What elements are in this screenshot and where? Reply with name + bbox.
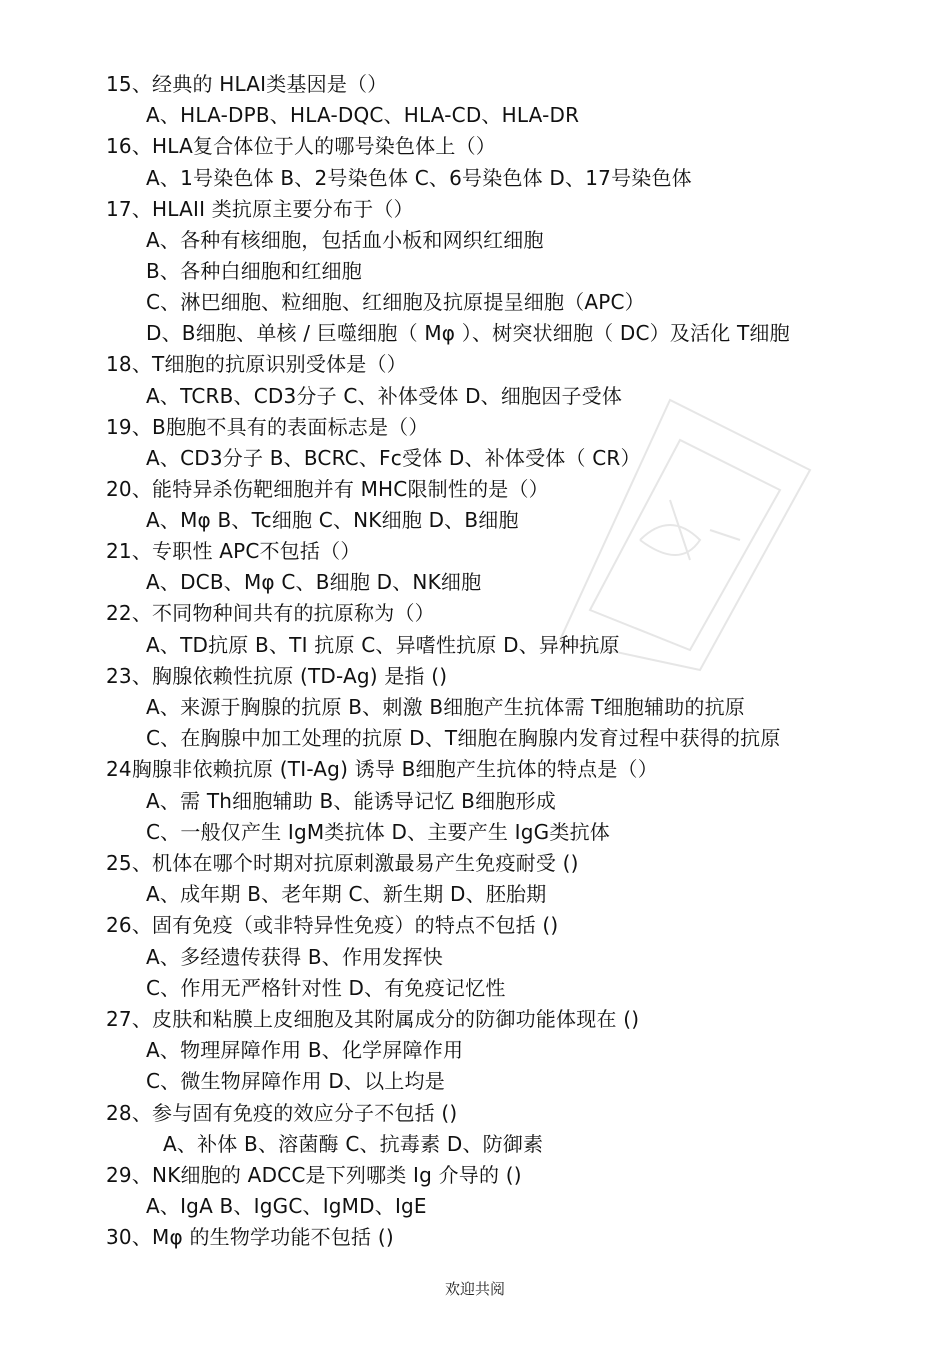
question-30: 30、Mφ 的生物学功能不包括 () xyxy=(106,1225,394,1249)
question-23-options-ab: A、来源于胸腺的抗原 B、刺激 B细胞产生抗体需 T细胞辅助的抗原 xyxy=(146,695,746,719)
question-17: 17、HLAII 类抗原主要分布于（） xyxy=(106,197,414,221)
question-23-options-cd: C、在胸腺中加工处理的抗原 D、T细胞在胸腺内发育过程中获得的抗原 xyxy=(146,726,781,750)
question-24: 24胸腺非依赖抗原 (TI-Ag) 诱导 B细胞产生抗体的特点是（） xyxy=(106,757,658,781)
question-16: 16、HLA复合体位于人的哪号染色体上（） xyxy=(106,134,496,158)
question-22: 22、不同物种间共有的抗原称为（） xyxy=(106,601,435,625)
question-26-options-ab: A、多经遗传获得 B、作用发挥快 xyxy=(146,945,443,969)
question-17-option-b: B、各种白细胞和红细胞 xyxy=(146,259,362,283)
question-18-options: A、TCRB、CD3分子 C、补体受体 D、细胞因子受体 xyxy=(146,384,623,408)
question-26: 26、固有免疫（或非特异性免疫）的特点不包括 () xyxy=(106,913,559,937)
question-17-option-d: D、B细胞、单核 / 巨噬细胞（ Mφ ）、树突状细胞（ DC）及活化 T细胞 xyxy=(146,321,790,345)
question-25-options: A、成年期 B、老年期 C、新生期 D、胚胎期 xyxy=(146,882,547,906)
question-18: 18、T细胞的抗原识别受体是（） xyxy=(106,352,407,376)
page-footer: 欢迎共阅 xyxy=(444,1280,505,1298)
question-20-options: A、Mφ B、Tc细胞 C、NK细胞 D、B细胞 xyxy=(146,508,519,532)
question-17-option-a: A、各种有核细胞，包括血小板和网织红细胞 xyxy=(146,228,544,252)
question-29: 29、NK细胞的 ADCC是下列哪类 Ig 介导的 () xyxy=(106,1163,522,1187)
question-19-options: A、CD3分子 B、BCRC、Fc受体 D、补体受体（ CR） xyxy=(146,446,641,470)
question-24-options-ab: A、需 Th细胞辅助 B、能诱导记忆 B细胞形成 xyxy=(146,789,556,813)
question-26-options-cd: C、作用无严格针对性 D、有免疫记忆性 xyxy=(146,976,506,1000)
question-20: 20、能特异杀伤靶细胞并有 MHC限制性的是（） xyxy=(106,477,549,501)
question-28-options: A、补体 B、溶菌酶 C、抗毒素 D、防御素 xyxy=(163,1132,544,1156)
question-25: 25、机体在哪个时期对抗原刺激最易产生免疫耐受 () xyxy=(106,851,579,875)
question-27: 27、皮肤和粘膜上皮细胞及其附属成分的防御功能体现在 () xyxy=(106,1007,640,1031)
question-17-option-c: C、淋巴细胞、粒细胞、红细胞及抗原提呈细胞（APC） xyxy=(146,290,645,314)
question-21-options: A、DCB、Mφ C、B细胞 D、NK细胞 xyxy=(146,570,482,594)
question-27-options-ab: A、物理屏障作用 B、化学屏障作用 xyxy=(146,1038,464,1062)
question-16-options: A、1号染色体 B、2号染色体 C、6号染色体 D、17号染色体 xyxy=(146,166,692,190)
question-22-options: A、TD抗原 B、TI 抗原 C、异嗜性抗原 D、异种抗原 xyxy=(146,633,620,657)
question-19: 19、B胞胞不具有的表面标志是（） xyxy=(106,415,429,439)
question-28: 28、参与固有免疫的效应分子不包括 () xyxy=(106,1101,458,1125)
question-21: 21、专职性 APC不包括（） xyxy=(106,539,361,563)
question-15: 15、经典的 HLAI类基因是（） xyxy=(106,72,388,96)
question-29-options: A、IgA B、IgGC、IgMD、IgE xyxy=(146,1194,427,1218)
question-15-options: A、HLA-DPB、HLA-DQC、HLA-CD、HLA-DR xyxy=(146,103,580,127)
question-23: 23、胸腺依赖性抗原 (TD-Ag) 是指 () xyxy=(106,664,448,688)
question-24-options-cd: C、一般仅产生 IgM类抗体 D、主要产生 IgG类抗体 xyxy=(146,820,610,844)
question-27-options-cd: C、微生物屏障作用 D、以上均是 xyxy=(146,1069,445,1093)
